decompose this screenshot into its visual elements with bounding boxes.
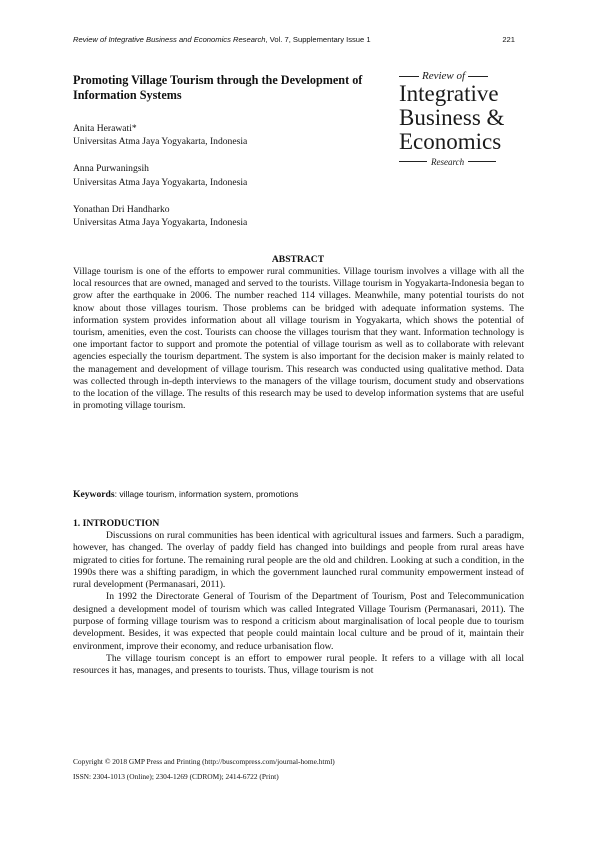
author-name: Anna Purwaningsih	[73, 163, 149, 175]
keywords-label: Keywords	[73, 489, 115, 500]
author-block	[73, 203, 363, 230]
issn-line: ISSN: 2304-1013 (Online); 2304-1269 (CDROM); 2414-6722 (Print)	[73, 772, 279, 781]
author-name: Anita Herawati*	[73, 123, 137, 134]
logo-line: Economics	[399, 129, 502, 154]
page-footer	[73, 754, 335, 784]
logo-line: Integrative	[399, 81, 499, 106]
author-list	[73, 122, 363, 243]
section-heading: 1. INTRODUCTION	[73, 518, 160, 529]
journal-logo	[399, 70, 519, 167]
running-header	[73, 35, 515, 44]
paragraph: Discussions on rural communities has been identical with agricultural issues and farmers. Such a paradigm, however, has changed. The overlay of paddy field has changed into buildings and people from rural areas have migrated to cities for fortune. The remaining rural people are the old and children. Looking at such a condition, in the 1990s there was a shifting paradigm, in which the government launched rural community empowerment instead of rural development (Permanasari, 2011).	[73, 530, 524, 591]
page-number: 221	[502, 35, 515, 44]
author-affiliation: Universitas Atma Jaya Yogyakarta, Indonesia	[73, 176, 248, 188]
author-block	[73, 122, 363, 149]
author-name: Yonathan Dri Handharko	[73, 203, 170, 215]
abstract-text: Village tourism is one of the efforts to empower rural communities. Village tourism involves a village with all the local resources that are owned, managed and served to the tourists. Village tourism in Yogyakarta-Indonesia began to grow after the earthquake in 2006. The number reached 114 villages. Meanwhile, many potential tourists do not know about those villages tourism. Those problems can be bridged with adequate information systems. The information system provides information about all village tourism in Yogyakarta, which shows the potential of tourism, amenities, even the cost. Tourists can choose the villages tourism that they want. Information technology is one important factor to support and promote the potential of village tourism as well as to collaborate with relevant agencies especially the tourism department. The system is also important for the decision maker is mainly related to the management and development of village tourism. This research was conducted using qualitative method. Data was collected through in-depth interviews to the managers of the village tourism, document study and observations to the location of the village. The results of this research may be used to develop information systems that are useful in promoting village tourism.	[73, 266, 524, 412]
paper-title: Promoting Village Tourism through the Development of Information Systems	[73, 73, 363, 102]
paragraph: In 1992 the Directorate General of Tourism of the Department of Tourism, Post and Telecommunication designed a development model of tourism which was called Integrated Village Tourism (Permanasari, 2011). The purpose of forming village tourism was to respond a criticism about marginalisation of local people due to tourism development. Besides, it was expected that people could maintain local culture and be proud of it, maintain their environment, improve their economy, and reduce urbanisation flow.	[73, 591, 524, 652]
keywords-text: : village tourism, information system, promotions	[114, 489, 299, 499]
journal-name: Review of Integrative Business and Economics Research	[73, 35, 266, 44]
author-affiliation: Universitas Atma Jaya Yogyakarta, Indonesia	[73, 217, 248, 229]
author-block	[73, 162, 363, 189]
author-affiliation: Universitas Atma Jaya Yogyakarta, Indonesia	[73, 136, 248, 148]
logo-bottom-text: Research	[431, 156, 465, 167]
logo-top-text: Review of	[422, 70, 466, 82]
keywords	[73, 489, 524, 500]
logo-line: Business &	[399, 105, 505, 130]
copyright-line: Copyright © 2018 GMP Press and Printing (http://buscompress.com/journal-home.html)	[73, 757, 335, 766]
section-body	[73, 530, 524, 678]
issue-info: , Vol. 7, Supplementary Issue 1	[265, 35, 371, 44]
paragraph: The village tourism concept is an effort to empower rural people. It refers to a village with all local resources it has, manages, and presents to tourists. Thus, village tourism is not	[73, 652, 524, 677]
abstract-heading: ABSTRACT	[271, 254, 325, 265]
